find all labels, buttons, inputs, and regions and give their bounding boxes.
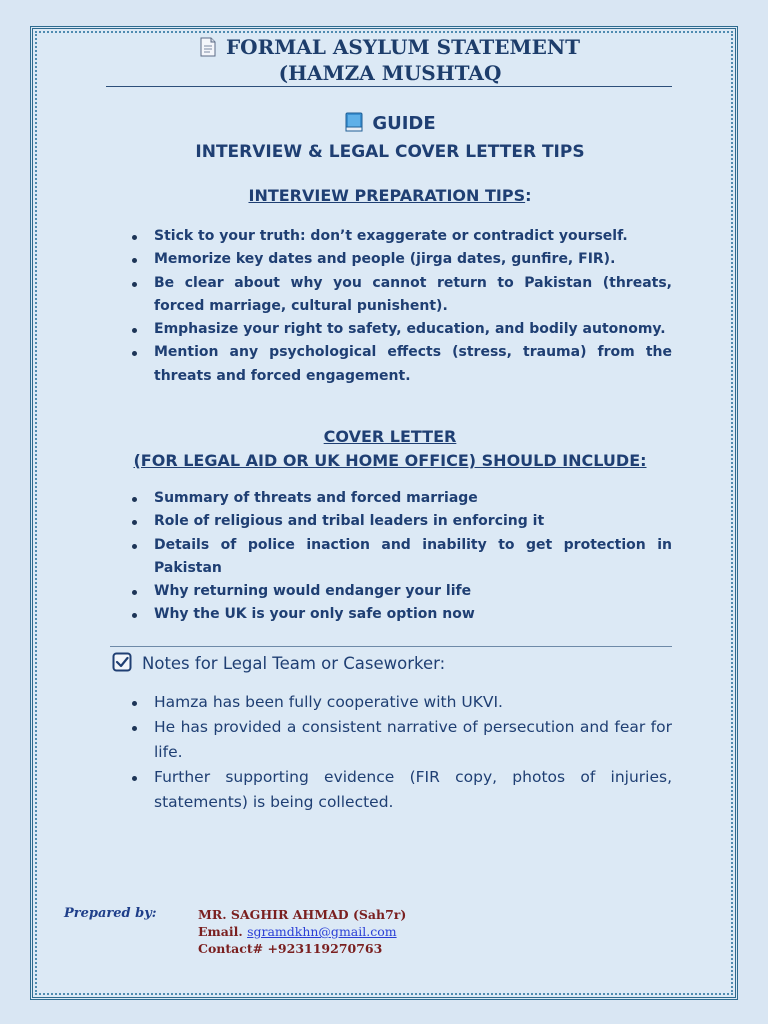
guide-label: GUIDE [372,113,436,134]
interview-section-heading [108,184,672,208]
cover-letter-heading-line-2: (FOR LEGAL AID OR UK HOME OFFICE) SHOULD INCLUDE: [133,451,647,470]
guide-heading [108,112,672,136]
preparer-name: MR. SAGHIR AHMAD (Sah7r) [198,907,407,922]
list-item: Memorize key dates and people (jirga dates, gunfire, FIR). [130,248,672,271]
list-item: Be clear about why you cannot return to Pakistan (threats, forced marriage, cultural punishent). [130,272,672,319]
title-line-1: FORMAL ASYLUM STATEMENT [225,35,580,59]
title-line-2: (HAMZA MUSHTAQ [278,61,502,85]
list-item: Summary of threats and forced marriage [130,487,672,510]
list-item: Role of religious and tribal leaders in enforcing it [130,510,672,533]
document-icon [200,37,216,57]
cover-letter-list [130,487,672,627]
list-item: Emphasize your right to safety, education, and bodily autonomy. [130,318,672,341]
guide-subtitle: INTERVIEW & LEGAL COVER LETTER TIPS [195,142,585,162]
checkbox-icon [112,652,132,672]
list-item: Why the UK is your only safe option now [130,603,672,626]
list-item: Hamza has been fully cooperative with UKVI. [130,690,672,715]
notes-heading [112,652,445,676]
list-item: Mention any psychological effects (stress, trauma) from the threats and forced engagement. [130,341,672,388]
contact-number: Contact# +923119270763 [198,941,383,956]
notes-divider [110,646,672,647]
interview-tips-list [130,225,672,388]
interview-heading: INTERVIEW PREPARATION TIPS [248,186,526,205]
title-divider [106,86,672,87]
list-item: He has provided a consistent narrative of persecution and fear for life. [130,715,672,765]
list-item: Details of police inaction and inability to get protection in Pakistan [130,534,672,581]
notes-list [130,690,672,815]
list-item: Further supporting evidence (FIR copy, photos of injuries, statements) is being collected. [130,765,672,815]
email-label: Email. [198,924,243,939]
cover-letter-heading [108,425,672,473]
email-link[interactable]: sgramdkhn@gmail.com [247,924,397,939]
interview-heading-colon: : [525,186,532,205]
book-icon [344,112,364,132]
cover-letter-heading-line-1: COVER LETTER [323,427,457,446]
document-title [108,34,672,86]
list-item: Why returning would endanger your life [130,580,672,603]
notes-heading-text: Notes for Legal Team or Caseworker: [142,654,446,673]
prepared-by-label: Prepared by: [64,906,157,921]
contact-block [198,906,406,957]
list-item: Stick to your truth: don’t exaggerate or contradict yourself. [130,225,672,248]
